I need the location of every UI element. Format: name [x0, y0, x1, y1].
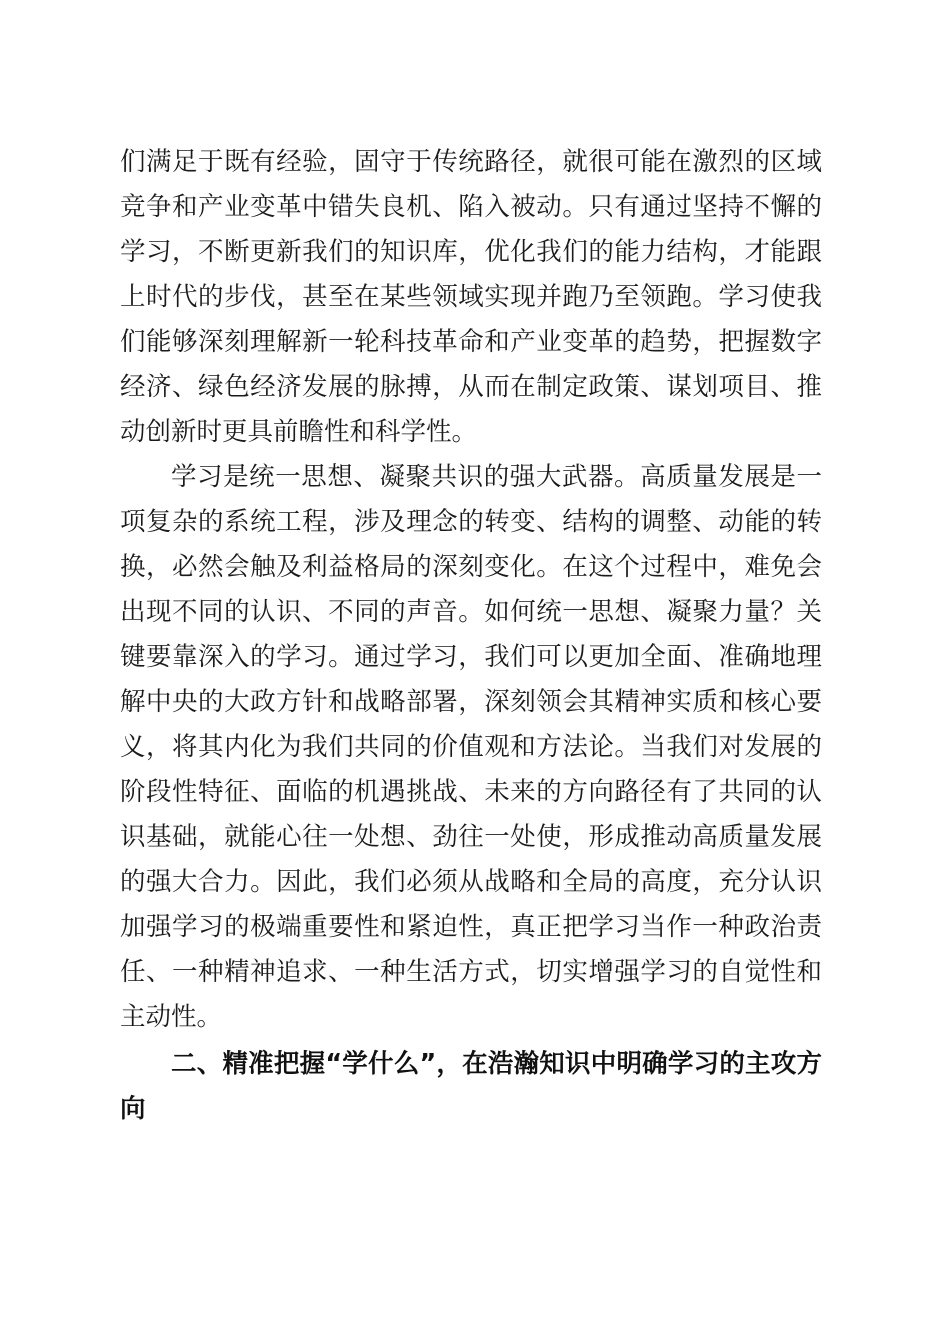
- paragraph-continuation: 们满足于既有经验，固守于传统路径，就很可能在激烈的区域竞争和产业变革中错失良机、陷入被动。只有通过坚持不懈的学习，不断更新我们的知识库，优化我们的能力结构，才能跟上时代的步伐，甚至在某些领域实现并跑乃至领跑。学习使我们能够深刻理解新一轮科技革命和产业变革的趋势，把握数字经济、绿色经济发展的脉搏，从而在制定政策、谋划项目、推动创新时更具前瞻性和科学性。: [120, 147, 822, 447]
- section-heading-what-to-learn: 二、精准把握“学什么”，在浩瀚知识中明确学习的主攻方向: [120, 1049, 822, 1124]
- paragraph-learning-unifies-thought: 学习是统一思想、凝聚共识的强大武器。高质量发展是一项复杂的系统工程，涉及理念的转变、结构的调整、动能的转换，必然会触及利益格局的深刻变化。在这个过程中，难免会出现不同的认识、不同的声音。如何统一思想、凝聚力量？关键要靠深入的学习。通过学习，我们可以更加全面、准确地理解中央的大政方针和战略部署，深刻领会其精神实质和核心要义，将其内化为我们共同的价值观和方法论。当我们对发展的阶段性特征、面临的机遇挑战、未来的方向路径有了共同的认识基础，就能心往一处想、劲往一处使，形成推动高质量发展的强大合力。因此，我们必须从战略和全局的高度，充分认识加强学习的极端重要性和紧迫性，真正把学习当作一种政治责任、一种精神追求、一种生活方式，切实增强学习的自觉性和主动性。: [120, 462, 822, 1032]
